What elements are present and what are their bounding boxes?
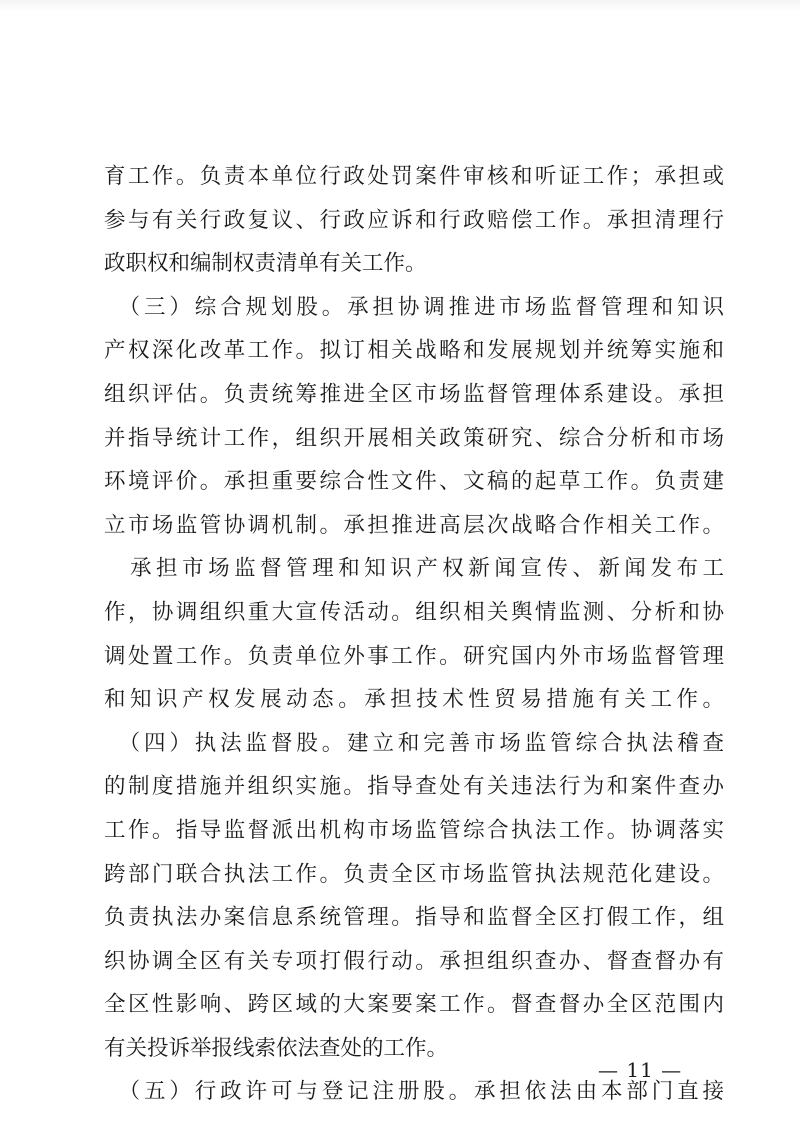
text-line: 作，协调组织重大宣传活动。组织相关舆情监测、分析和协 [104, 599, 724, 625]
text-line: （四）执法监督股。建立和完善市场监管综合执法稽查 [104, 730, 724, 756]
text-line: 承担市场监督管理和知识产权新闻宣传、新闻发布工 [104, 556, 724, 582]
page-number: — 11 — [598, 1058, 683, 1082]
text-line: 并指导统计工作，组织开展相关政策研究、综合分析和市场 [104, 425, 724, 451]
text-line: 全区性影响、跨区域的大案要案工作。督查督办全区范围内 [104, 992, 724, 1018]
text-line: 有关投诉举报线索依法查处的工作。 [104, 1035, 449, 1061]
text-line: 的制度措施并组织实施。指导查处有关违法行为和案件查办 [104, 774, 724, 800]
text-line: 调处置工作。负责单位外事工作。研究国内外市场监督管理 [104, 643, 724, 669]
text-line: 立市场监管协调机制。承担推进高层次战略合作相关工作。 [104, 512, 724, 538]
text-line: （五）行政许可与登记注册股。承担依法由本部门直接 [104, 1079, 724, 1105]
text-line: 组织评估。负责统筹推进全区市场监督管理体系建设。承担 [104, 381, 724, 407]
text-line: （三）综合规划股。承担协调推进市场监督管理和知识 [104, 294, 724, 320]
text-line: 参与有关行政复议、行政应诉和行政赔偿工作。承担清理行 [104, 207, 724, 233]
body-text [104, 155, 724, 1114]
text-line: 和知识产权发展动态。承担技术性贸易措施有关工作。 [104, 687, 724, 713]
text-line: 工作。指导监督派出机构市场监管综合执法工作。协调落实 [104, 817, 724, 843]
text-line: 跨部门联合执法工作。负责全区市场监管执法规范化建设。 [104, 861, 724, 887]
text-line: 产权深化改革工作。拟订相关战略和发展规划并统筹实施和 [104, 338, 724, 364]
text-line: 政职权和编制权责清单有关工作。 [104, 251, 427, 277]
text-line: 负责执法办案信息系统管理。指导和监督全区打假工作，组 [104, 905, 724, 931]
text-line: 育工作。负责本单位行政处罚案件审核和听证工作；承担或 [104, 164, 724, 189]
text-line: 环境评价。承担重要综合性文件、文稿的起草工作。负责建 [104, 469, 724, 495]
text-line: 织协调全区有关专项打假行动。承担组织查办、督查督办有 [104, 948, 724, 974]
